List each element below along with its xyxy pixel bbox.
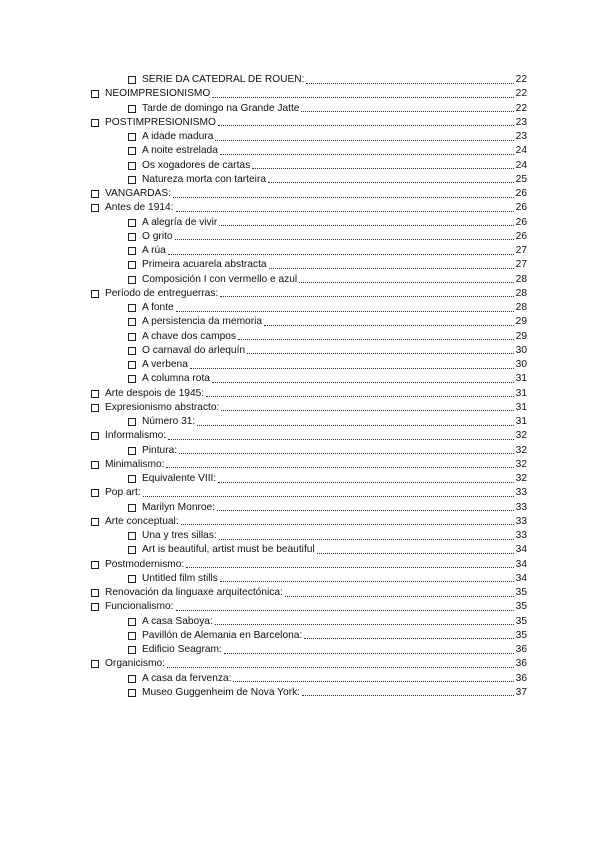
toc-entry-label: Untitled film stills — [142, 572, 218, 584]
toc-entry[interactable] — [91, 643, 527, 657]
toc-entry-label: Tarde de domingo na Grande Jatte — [142, 102, 300, 114]
toc-page-number: 33 — [515, 530, 527, 542]
dot-leader — [186, 567, 513, 568]
toc-entry[interactable] — [91, 458, 527, 472]
dot-leader — [179, 453, 514, 454]
checkbox-icon[interactable] — [128, 675, 136, 683]
checkbox-icon[interactable] — [128, 133, 136, 141]
checkbox-icon[interactable] — [128, 147, 136, 155]
dot-leader — [215, 624, 514, 625]
dot-leader — [212, 382, 514, 383]
toc-entry-label: A alegría de vivir — [142, 216, 218, 228]
toc-entry[interactable] — [91, 144, 527, 158]
toc-page-number: 22 — [515, 102, 527, 114]
toc-entry-label: Renovación da linguaxe arquitectónica: — [105, 587, 283, 599]
checkbox-icon[interactable] — [128, 418, 136, 426]
toc-entry[interactable] — [91, 501, 527, 515]
toc-entry-label: A casa Saboya: — [142, 615, 213, 627]
toc-entry[interactable] — [91, 472, 527, 486]
toc-entry[interactable] — [91, 130, 527, 144]
toc-entry[interactable] — [91, 401, 527, 415]
toc-page-number: 36 — [515, 644, 527, 656]
dot-leader — [304, 638, 513, 639]
toc-entry-label: A noite estrelada — [142, 145, 218, 157]
toc-entry-label: Expresionismo abstracto: — [105, 401, 220, 413]
toc-entry-label: O grito — [142, 230, 173, 242]
dot-leader — [247, 353, 514, 354]
toc-entry[interactable] — [91, 600, 527, 614]
toc-entry[interactable] — [91, 116, 527, 130]
dot-leader — [218, 482, 513, 483]
dot-leader — [173, 197, 514, 198]
toc-entry[interactable] — [91, 287, 527, 301]
toc-entry-label: POSTIMPRESIONISMO — [105, 116, 216, 128]
checkbox-icon[interactable] — [91, 461, 99, 469]
toc-entry-label: NEOIMPRESIONISMO — [105, 88, 211, 100]
dot-leader — [143, 496, 514, 497]
toc-page-number: 35 — [515, 629, 527, 641]
toc-page-number: 22 — [515, 88, 527, 100]
toc-page-number: 29 — [515, 316, 527, 328]
checkbox-icon[interactable] — [91, 561, 99, 569]
toc-entry[interactable] — [91, 657, 527, 671]
toc-entry-label: Informalismo: — [105, 430, 167, 442]
dot-leader — [233, 681, 513, 682]
dot-leader — [220, 296, 513, 297]
checkbox-icon[interactable] — [128, 247, 136, 255]
dot-leader — [176, 610, 514, 611]
checkbox-icon[interactable] — [91, 660, 99, 668]
dot-leader — [268, 182, 514, 183]
toc-entry-label: Período de entreguerras: — [105, 287, 219, 299]
checkbox-icon[interactable] — [128, 689, 136, 697]
toc-entry-label: Pop art: — [105, 487, 141, 499]
toc-entry-label: Primeira acuarela abstracta — [142, 259, 267, 271]
toc-entry-label: A columna rota — [142, 373, 210, 385]
dot-leader — [220, 154, 514, 155]
toc-page-number: 30 — [515, 344, 527, 356]
toc-entry[interactable] — [91, 358, 527, 372]
toc-entry-label: SERIE DA CATEDRAL DE ROUEN: — [142, 74, 305, 86]
checkbox-icon[interactable] — [91, 90, 99, 98]
toc-page-number: 27 — [515, 259, 527, 271]
toc-entry-label: Art is beautiful, artist must be beautiful — [142, 544, 315, 556]
toc-entry-label: Os xogadores de cartas — [142, 159, 251, 171]
toc-entry[interactable] — [91, 258, 527, 272]
checkbox-icon[interactable] — [128, 162, 136, 170]
dot-leader — [168, 254, 514, 255]
toc-entry[interactable] — [91, 444, 527, 458]
checkbox-icon[interactable] — [128, 219, 136, 227]
dot-leader — [217, 510, 514, 511]
toc-entry-label: Pavillón de Alemania en Barcelona: — [142, 629, 303, 641]
dot-leader — [176, 311, 514, 312]
toc-entry-label: A casa da fervenza: — [142, 672, 232, 684]
toc-page-number: 27 — [515, 245, 527, 257]
toc-entry[interactable] — [91, 586, 527, 600]
toc-entry[interactable] — [91, 301, 527, 315]
toc-page-number: 31 — [515, 416, 527, 428]
toc-entry-label: A chave dos campos — [142, 330, 237, 342]
checkbox-icon[interactable] — [91, 589, 99, 597]
checkbox-icon[interactable] — [128, 618, 136, 626]
checkbox-icon[interactable] — [128, 261, 136, 269]
toc-entry-label: Minimalismo: — [105, 458, 165, 470]
toc-page-number: 24 — [515, 159, 527, 171]
dot-leader — [252, 168, 513, 169]
dot-leader — [168, 439, 514, 440]
toc-entry-label: Equivalente VIII: — [142, 473, 217, 485]
checkbox-icon[interactable] — [91, 603, 99, 611]
checkbox-icon[interactable] — [91, 290, 99, 298]
toc-entry[interactable] — [91, 529, 527, 543]
toc-entry-label: Organicismo: — [105, 658, 166, 670]
toc-entry-label: Marilyn Monroe: — [142, 501, 216, 513]
dot-leader — [219, 225, 513, 226]
toc-page-number: 23 — [515, 131, 527, 143]
toc-entry-label: A idade madura — [142, 131, 214, 143]
checkbox-icon[interactable] — [91, 489, 99, 497]
toc-page-number: 22 — [515, 74, 527, 86]
toc-page-number: 32 — [515, 430, 527, 442]
toc-page-number: 23 — [515, 116, 527, 128]
toc-entry-label: Edificio Seagram: — [142, 644, 222, 656]
toc-entry-label: VANGARDAS: — [105, 188, 172, 200]
toc-entry[interactable] — [91, 543, 527, 557]
checkbox-icon[interactable] — [128, 276, 136, 284]
toc-entry-label: Postmodernismo: — [105, 558, 185, 570]
dot-leader — [206, 396, 514, 397]
toc-entry[interactable] — [91, 372, 527, 386]
toc-page-number: 31 — [515, 373, 527, 385]
toc-entry-label: Pintura: — [142, 444, 178, 456]
toc-page-number: 26 — [515, 230, 527, 242]
dot-leader — [167, 667, 514, 668]
toc-page-number: 28 — [515, 302, 527, 314]
toc-entry[interactable] — [91, 330, 527, 344]
checkbox-icon[interactable] — [128, 105, 136, 113]
toc-entry-label: Número 31: — [142, 416, 196, 428]
checkbox-icon[interactable] — [91, 190, 99, 198]
toc-entry[interactable] — [91, 629, 527, 643]
toc-entry[interactable] — [91, 244, 527, 258]
toc-page-number: 32 — [515, 444, 527, 456]
checkbox-icon[interactable] — [128, 546, 136, 554]
checkbox-icon[interactable] — [128, 176, 136, 184]
toc-entry[interactable] — [91, 344, 527, 358]
checkbox-icon[interactable] — [128, 318, 136, 326]
toc-page-number: 35 — [515, 587, 527, 599]
toc-entry[interactable] — [91, 615, 527, 629]
toc-entry[interactable] — [91, 187, 527, 201]
toc-entry[interactable] — [91, 486, 527, 500]
table-of-contents — [91, 73, 527, 700]
toc-entry[interactable] — [91, 686, 527, 700]
toc-page-number: 36 — [515, 672, 527, 684]
toc-page-number: 31 — [515, 387, 527, 399]
toc-page-number: 32 — [515, 458, 527, 470]
toc-entry[interactable] — [91, 387, 527, 401]
toc-entry-label: Arte conceptual: — [105, 515, 179, 527]
toc-page-number: 33 — [515, 501, 527, 513]
dot-leader — [175, 239, 514, 240]
toc-page-number: 35 — [515, 601, 527, 613]
toc-page-number: 28 — [515, 287, 527, 299]
dot-leader — [197, 425, 513, 426]
toc-entry-label: A persistencia da memoria — [142, 316, 263, 328]
checkbox-icon[interactable] — [128, 575, 136, 583]
dot-leader — [176, 211, 514, 212]
toc-entry[interactable] — [91, 415, 527, 429]
checkbox-icon[interactable] — [128, 233, 136, 241]
dot-leader — [299, 282, 514, 283]
toc-entry[interactable] — [91, 216, 527, 230]
toc-page-number: 33 — [515, 515, 527, 527]
toc-page-number: 37 — [515, 686, 527, 698]
toc-page-number: 31 — [515, 401, 527, 413]
dot-leader — [212, 97, 513, 98]
toc-page-number: 34 — [515, 544, 527, 556]
toc-page-number: 36 — [515, 658, 527, 670]
dot-leader — [166, 467, 513, 468]
dot-leader — [215, 140, 513, 141]
toc-page-number: 32 — [515, 473, 527, 485]
checkbox-icon[interactable] — [128, 475, 136, 483]
toc-entry[interactable] — [91, 87, 527, 101]
checkbox-icon[interactable] — [91, 518, 99, 526]
checkbox-icon[interactable] — [128, 304, 136, 312]
checkbox-icon[interactable] — [128, 532, 136, 540]
toc-entry-label: Arte despois de 1945: — [105, 387, 205, 399]
toc-entry-label: O carnaval do arlequín — [142, 344, 246, 356]
toc-page-number: 34 — [515, 572, 527, 584]
toc-page-number: 28 — [515, 273, 527, 285]
toc-entry-label: Museo Guggenheim de Nova York: — [142, 686, 301, 698]
dot-leader — [221, 410, 513, 411]
toc-entry-label: Natureza morta con tarteira — [142, 173, 267, 185]
toc-page-number: 30 — [515, 359, 527, 371]
toc-entry[interactable] — [91, 159, 527, 173]
toc-entry[interactable] — [91, 558, 527, 572]
toc-page-number: 24 — [515, 145, 527, 157]
checkbox-icon[interactable] — [91, 390, 99, 398]
toc-entry[interactable] — [91, 273, 527, 287]
dot-leader — [269, 268, 514, 269]
toc-entry-label: Composición I con vermello e azul — [142, 273, 298, 285]
dot-leader — [190, 368, 514, 369]
dot-leader — [220, 581, 514, 582]
checkbox-icon[interactable] — [128, 646, 136, 654]
dot-leader — [285, 596, 514, 597]
toc-entry[interactable] — [91, 201, 527, 215]
checkbox-icon[interactable] — [91, 204, 99, 212]
checkbox-icon[interactable] — [128, 375, 136, 383]
toc-page-number: 26 — [515, 216, 527, 228]
dot-leader — [302, 695, 514, 696]
toc-page-number: 26 — [515, 202, 527, 214]
toc-page-number: 34 — [515, 558, 527, 570]
dot-leader — [224, 653, 514, 654]
toc-entry[interactable] — [91, 429, 527, 443]
checkbox-icon[interactable] — [128, 333, 136, 341]
toc-entry-label: Antes de 1914: — [105, 202, 174, 214]
checkbox-icon[interactable] — [91, 404, 99, 412]
checkbox-icon[interactable] — [128, 632, 136, 640]
checkbox-icon[interactable] — [128, 504, 136, 512]
toc-entry[interactable] — [91, 73, 527, 87]
toc-entry[interactable] — [91, 230, 527, 244]
dot-leader — [306, 83, 513, 84]
checkbox-icon[interactable] — [128, 347, 136, 355]
dot-leader — [238, 339, 514, 340]
toc-entry-label: A fonte — [142, 302, 174, 314]
toc-entry[interactable] — [91, 672, 527, 686]
toc-page-number: 26 — [515, 188, 527, 200]
toc-entry[interactable] — [91, 102, 527, 116]
dot-leader — [264, 325, 514, 326]
dot-leader — [181, 524, 514, 525]
toc-entry-label: Funcionalismo: — [105, 601, 174, 613]
toc-entry[interactable] — [91, 515, 527, 529]
toc-entry[interactable] — [91, 173, 527, 187]
toc-entry-label: Una y tres sillas: — [142, 530, 217, 542]
toc-entry[interactable] — [91, 315, 527, 329]
toc-page-number: 33 — [515, 487, 527, 499]
dot-leader — [301, 111, 513, 112]
checkbox-icon[interactable] — [128, 361, 136, 369]
toc-page-number: 35 — [515, 615, 527, 627]
checkbox-icon[interactable] — [91, 432, 99, 440]
toc-page-number: 25 — [515, 173, 527, 185]
toc-entry-label: A rúa — [142, 245, 166, 257]
checkbox-icon[interactable] — [128, 76, 136, 84]
dot-leader — [218, 125, 514, 126]
dot-leader — [317, 553, 514, 554]
toc-page-number: 29 — [515, 330, 527, 342]
dot-leader — [219, 539, 514, 540]
checkbox-icon[interactable] — [91, 119, 99, 127]
toc-entry-label: A verbena — [142, 359, 188, 371]
toc-entry[interactable] — [91, 572, 527, 586]
checkbox-icon[interactable] — [128, 447, 136, 455]
